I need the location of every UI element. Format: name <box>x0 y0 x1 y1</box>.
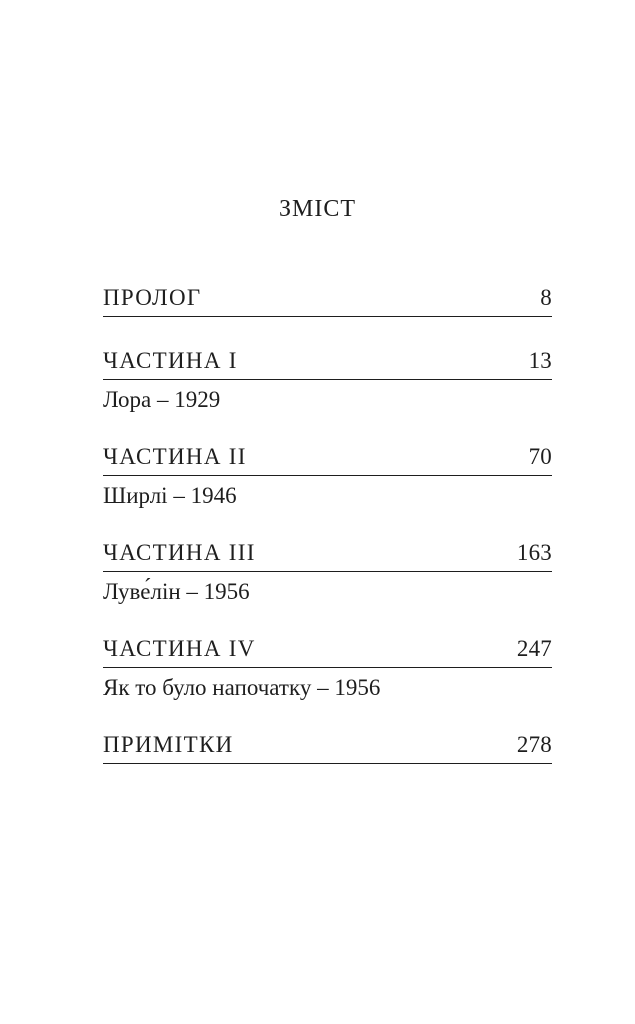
toc-entry-subtitle: Ширлі – 1946 <box>103 483 237 508</box>
toc-entry-prologue <box>103 284 552 317</box>
toc-entry-row <box>103 443 552 476</box>
toc-entry-page-number: 278 <box>516 732 552 757</box>
toc-entry-part-2 <box>103 443 552 510</box>
toc-entry-row <box>103 731 552 764</box>
toc-entry-subtitle: Як то було напочатку – 1956 <box>103 675 381 700</box>
toc-entry-row <box>103 347 552 380</box>
toc-entry-notes <box>103 731 552 764</box>
toc-entry-label: ЧАСТИНА IV <box>103 636 256 661</box>
toc-entry-part-3 <box>103 539 552 606</box>
toc-entry-label: ПРОЛОГ <box>103 285 202 310</box>
toc-entry-page-number: 247 <box>516 636 552 661</box>
page-title: ЗМІСТ <box>278 196 357 222</box>
toc-entry-part-1 <box>103 347 552 414</box>
toc-entry-row <box>103 284 552 317</box>
toc-entry-row <box>103 635 552 668</box>
toc-entry-subtitle: Лора – 1929 <box>103 387 221 412</box>
toc-entry-row <box>103 539 552 572</box>
toc-entry-page-number: 163 <box>516 540 552 565</box>
toc-entry-label: ЧАСТИНА I <box>103 348 238 373</box>
toc-entry-label: ЧАСТИНА III <box>103 540 256 565</box>
toc-entry-label: ПРИМІТКИ <box>103 732 234 757</box>
toc-entry-page-number: 70 <box>528 444 552 469</box>
toc-entry-page-number: 13 <box>528 348 552 373</box>
toc-entry-subtitle: Луве́лін – 1956 <box>103 579 250 604</box>
toc-entry-page-number: 8 <box>540 285 552 310</box>
toc-entry-label: ЧАСТИНА II <box>103 444 247 469</box>
toc-entry-part-4 <box>103 635 552 702</box>
